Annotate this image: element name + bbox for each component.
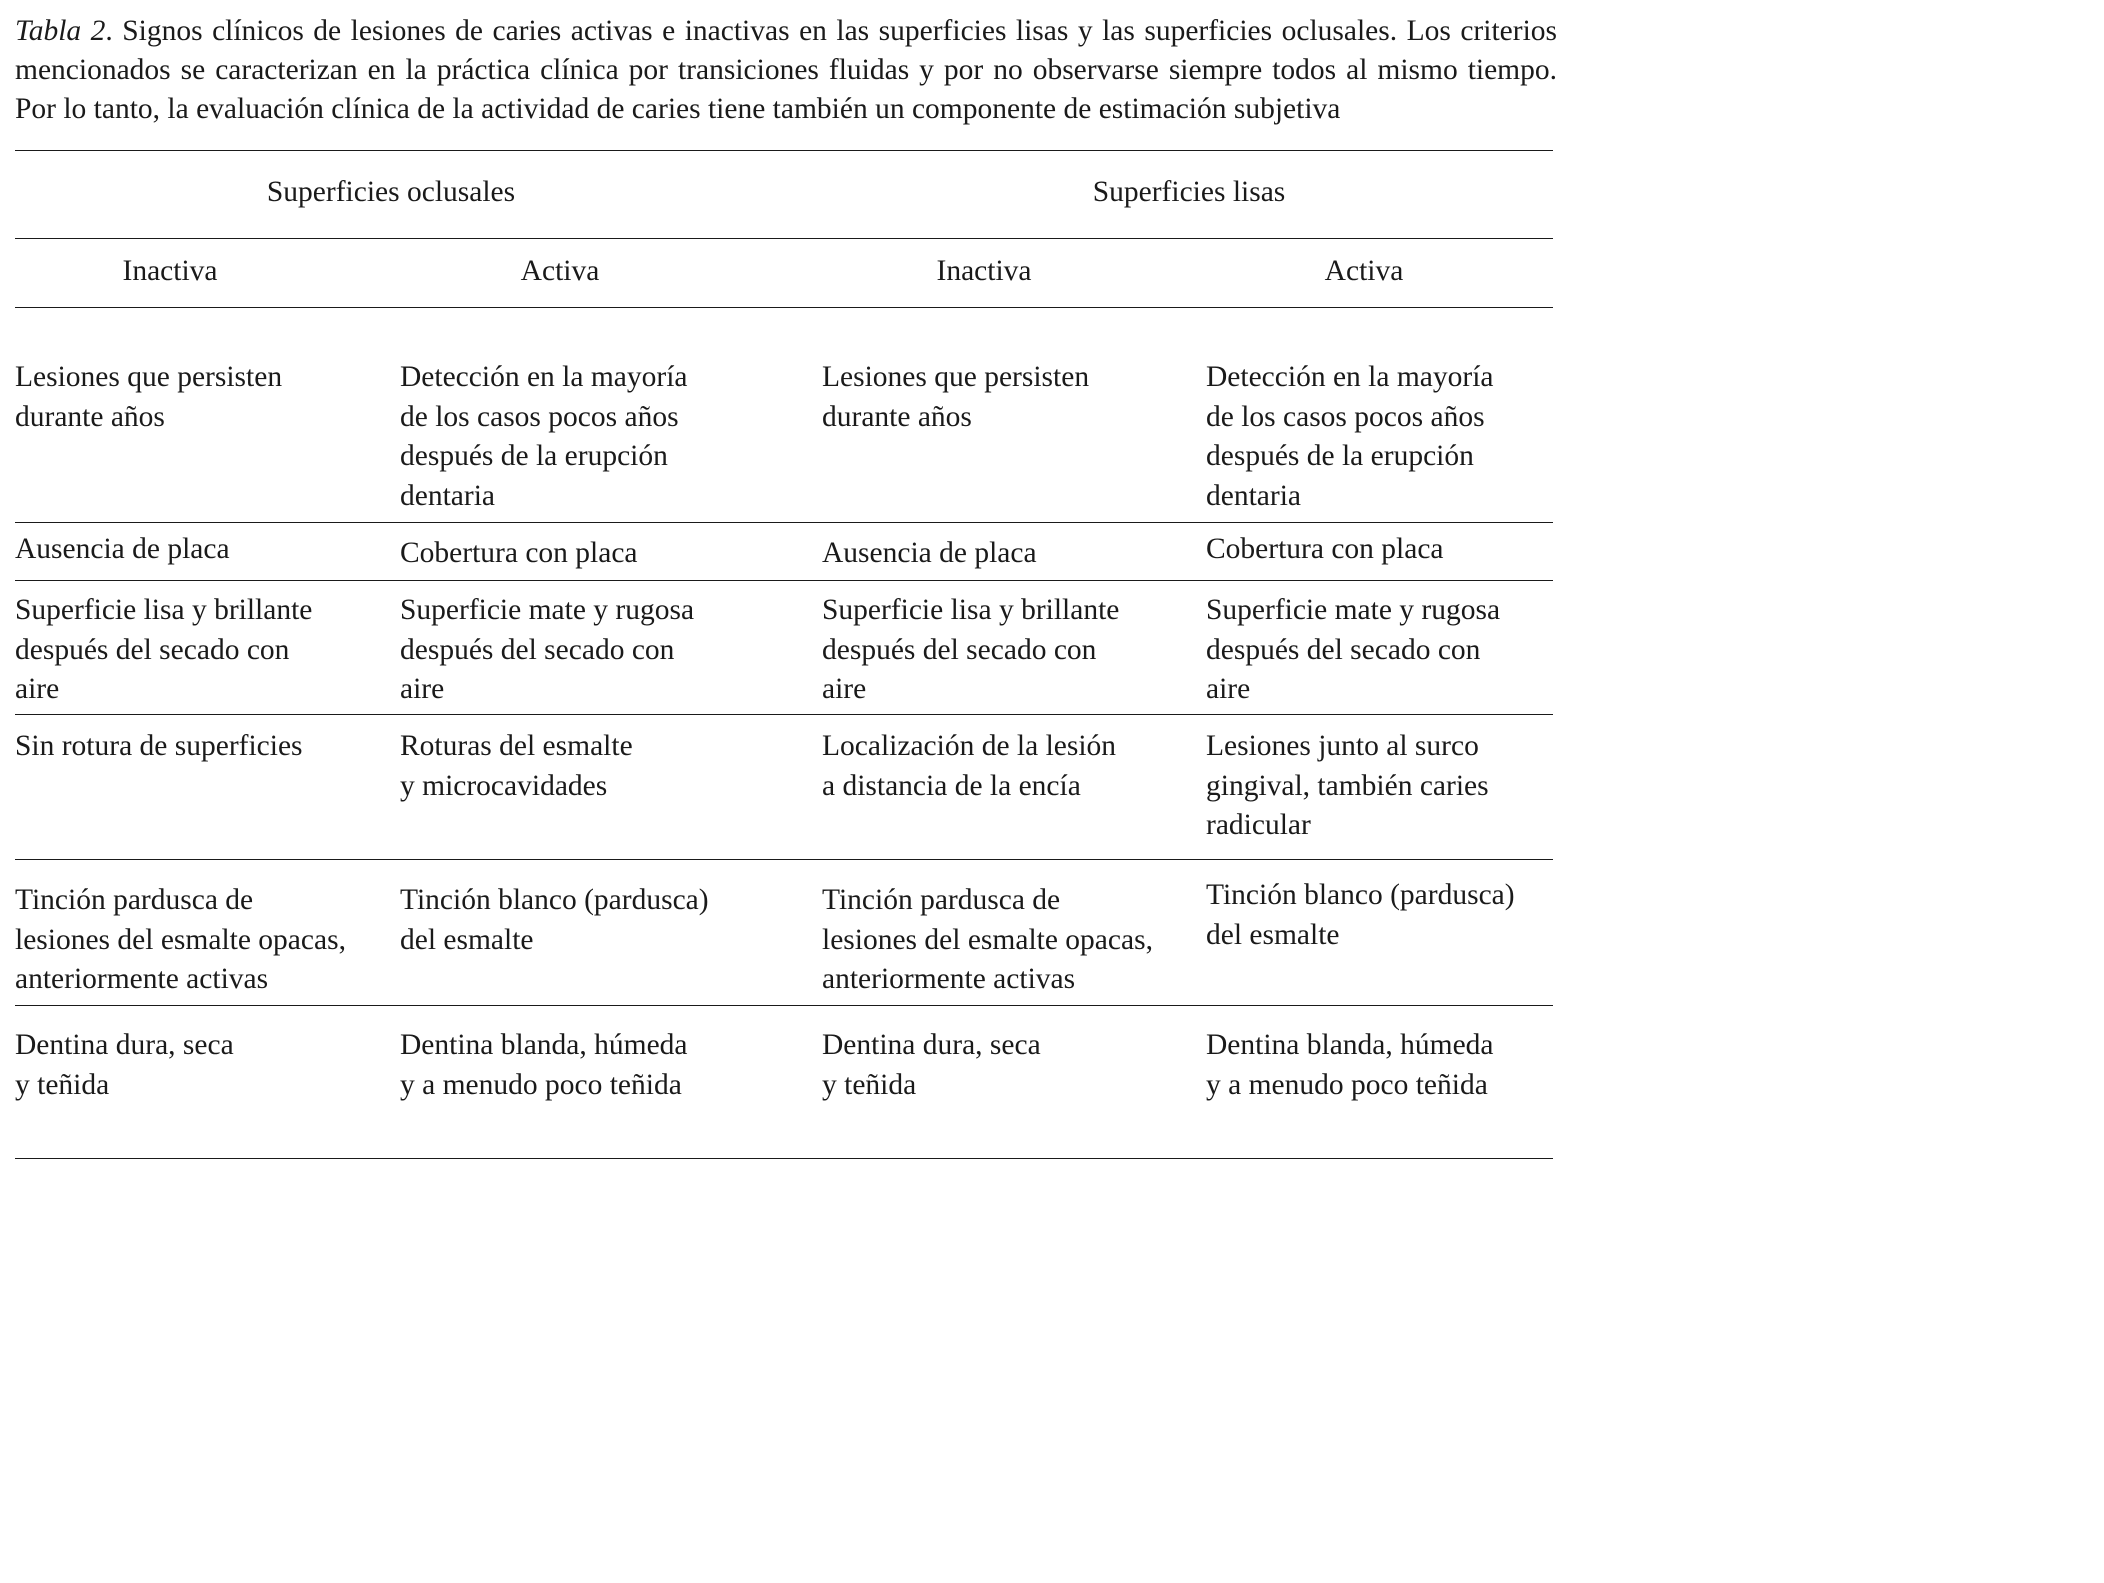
column-header-occlusal-active: Activa (520, 255, 600, 287)
row-divider (15, 522, 1553, 523)
table-cell: Sin rotura de superficies (15, 730, 303, 762)
table-bottom-rule (15, 1158, 1553, 1159)
table-caption (15, 12, 1557, 129)
row-divider (15, 859, 1553, 860)
row-divider (15, 714, 1553, 715)
table-cell: Ausencia de placa (15, 533, 230, 565)
table-cell: Detección en la mayoría de los casos pocos años después de la erupción dentaria (1206, 361, 1494, 512)
column-header-smooth-inactive: Inactiva (936, 255, 1032, 287)
table-cell: Superficie lisa y brillante después del secado con aire (822, 594, 1120, 705)
table-cell: Tinción blanco (pardusca) del esmalte (1206, 879, 1515, 951)
table-cell: Lesiones junto al surco gingival, también caries radicular (1206, 730, 1489, 841)
row-divider (15, 1005, 1553, 1006)
table-cell: Dentina dura, seca y teñida (822, 1029, 1041, 1101)
table-cell: Detección en la mayoría de los casos pocos años después de la erupción dentaria (400, 361, 688, 512)
table-cell: Tinción pardusca de lesiones del esmalte opacas, anteriormente activas (15, 884, 346, 995)
table-cell: Dentina blanda, húmeda y a menudo poco teñida (400, 1029, 688, 1101)
caption-label: Tabla 2 (15, 15, 106, 47)
group-header-occlusal: Superficies oclusales (266, 176, 516, 208)
table-cell: Superficie mate y rugosa después del secado con aire (400, 594, 695, 705)
table-cell: Ausencia de placa (822, 537, 1037, 569)
caption-text: . Signos clínicos de lesiones de caries activas e inactivas en las superficies lisas y las superficies oclusales. Los criterios mencionados se caracterizan en la práctica clínica por transiciones fluidas y por no observarse siempre todos al mismo tiempo. Por lo tanto, la evaluación clínica de la actividad de caries tiene también un componente de estimación subjetiva (15, 15, 1557, 125)
table-cell: Localización de la lesión a distancia de la encía (822, 730, 1117, 802)
column-header-occlusal-inactive: Inactiva (122, 255, 218, 287)
table-cell: Dentina blanda, húmeda y a menudo poco teñida (1206, 1029, 1494, 1101)
column-header-smooth-active: Activa (1324, 255, 1404, 287)
table-cell: Tinción pardusca de lesiones del esmalte opacas, anteriormente activas (822, 884, 1153, 995)
group-header-rule (15, 238, 1553, 239)
row-divider (15, 580, 1553, 581)
table-cell: Cobertura con placa (400, 537, 638, 569)
table-cell: Roturas del esmalte y microcavidades (400, 730, 633, 802)
table-cell: Lesiones que persisten durante años (822, 361, 1090, 433)
column-header-rule (15, 307, 1553, 308)
table-cell: Superficie mate y rugosa después del secado con aire (1206, 594, 1501, 705)
table-cell: Superficie lisa y brillante después del secado con aire (15, 594, 313, 705)
table-cell: Lesiones que persisten durante años (15, 361, 283, 433)
group-header-smooth: Superficies lisas (1092, 176, 1286, 208)
table-cell: Cobertura con placa (1206, 533, 1444, 565)
table-top-rule (15, 150, 1553, 151)
table-cell: Dentina dura, seca y teñida (15, 1029, 234, 1101)
table-cell: Tinción blanco (pardusca) del esmalte (400, 884, 709, 956)
